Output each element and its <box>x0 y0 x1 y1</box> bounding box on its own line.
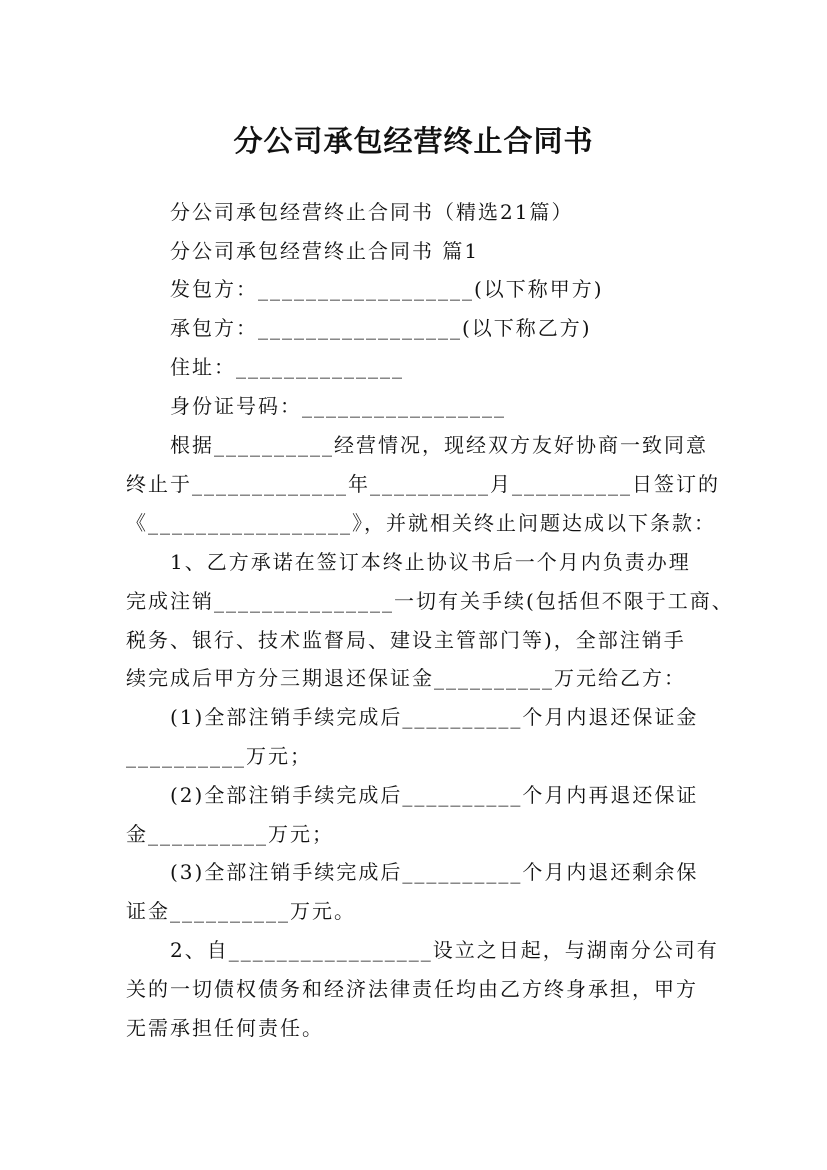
subtitle-line: 分公司承包经营终止合同书（精选21篇） <box>170 200 574 224</box>
paragraph-line: 根据__________经营情况，现经双方友好协商一致同意 <box>170 433 708 457</box>
address-line: 住址：______________ <box>170 355 404 379</box>
paragraph-line: 税务、银行、技术监督局、建设主管部门等)，全部注销手 <box>126 628 686 652</box>
section-heading: 分公司承包经营终止合同书 篇1 <box>170 239 480 263</box>
paragraph-line: 关的一切债权债务和经济法律责任均由乙方终身承担，甲方 <box>126 977 698 1001</box>
clause-1-line: 1、乙方承诺在签订本终止协议书后一个月内负责办理 <box>170 550 691 574</box>
party-b-line: 承包方：_________________(以下称乙方) <box>170 316 592 340</box>
paragraph-line: 完成注销_______________一切有关手续(包括但不限于工商、 <box>126 589 734 613</box>
paragraph-line: __________万元； <box>126 744 312 768</box>
party-a-line: 发包方：__________________(以下称甲方) <box>170 277 604 301</box>
subclause-2-line: (2)全部注销手续完成后__________个月内再退还保证 <box>170 783 699 807</box>
paragraph-line: 无需承担任何责任。 <box>126 1016 324 1040</box>
paragraph-line: 终止于_____________年__________月__________日签订的 <box>126 472 720 496</box>
clause-2-line: 2、自_________________设立之日起，与湖南分公司有 <box>170 938 719 962</box>
paragraph-line: 续完成后甲方分三期退还保证金__________万元给乙方： <box>126 666 686 690</box>
document-title: 分公司承包经营终止合同书 <box>233 124 594 159</box>
paragraph-line: 证金__________万元。 <box>126 899 356 923</box>
subclause-3-line: (3)全部注销手续完成后__________个月内退还剩余保 <box>170 860 699 884</box>
subclause-1-line: (1)全部注销手续完成后__________个月内退还保证金 <box>170 705 699 729</box>
id-number-line: 身份证号码：_________________ <box>170 394 506 418</box>
paragraph-line: 金__________万元； <box>126 822 334 846</box>
paragraph-line: 《_________________》，并就相关终止问题达成以下条款： <box>126 511 716 535</box>
